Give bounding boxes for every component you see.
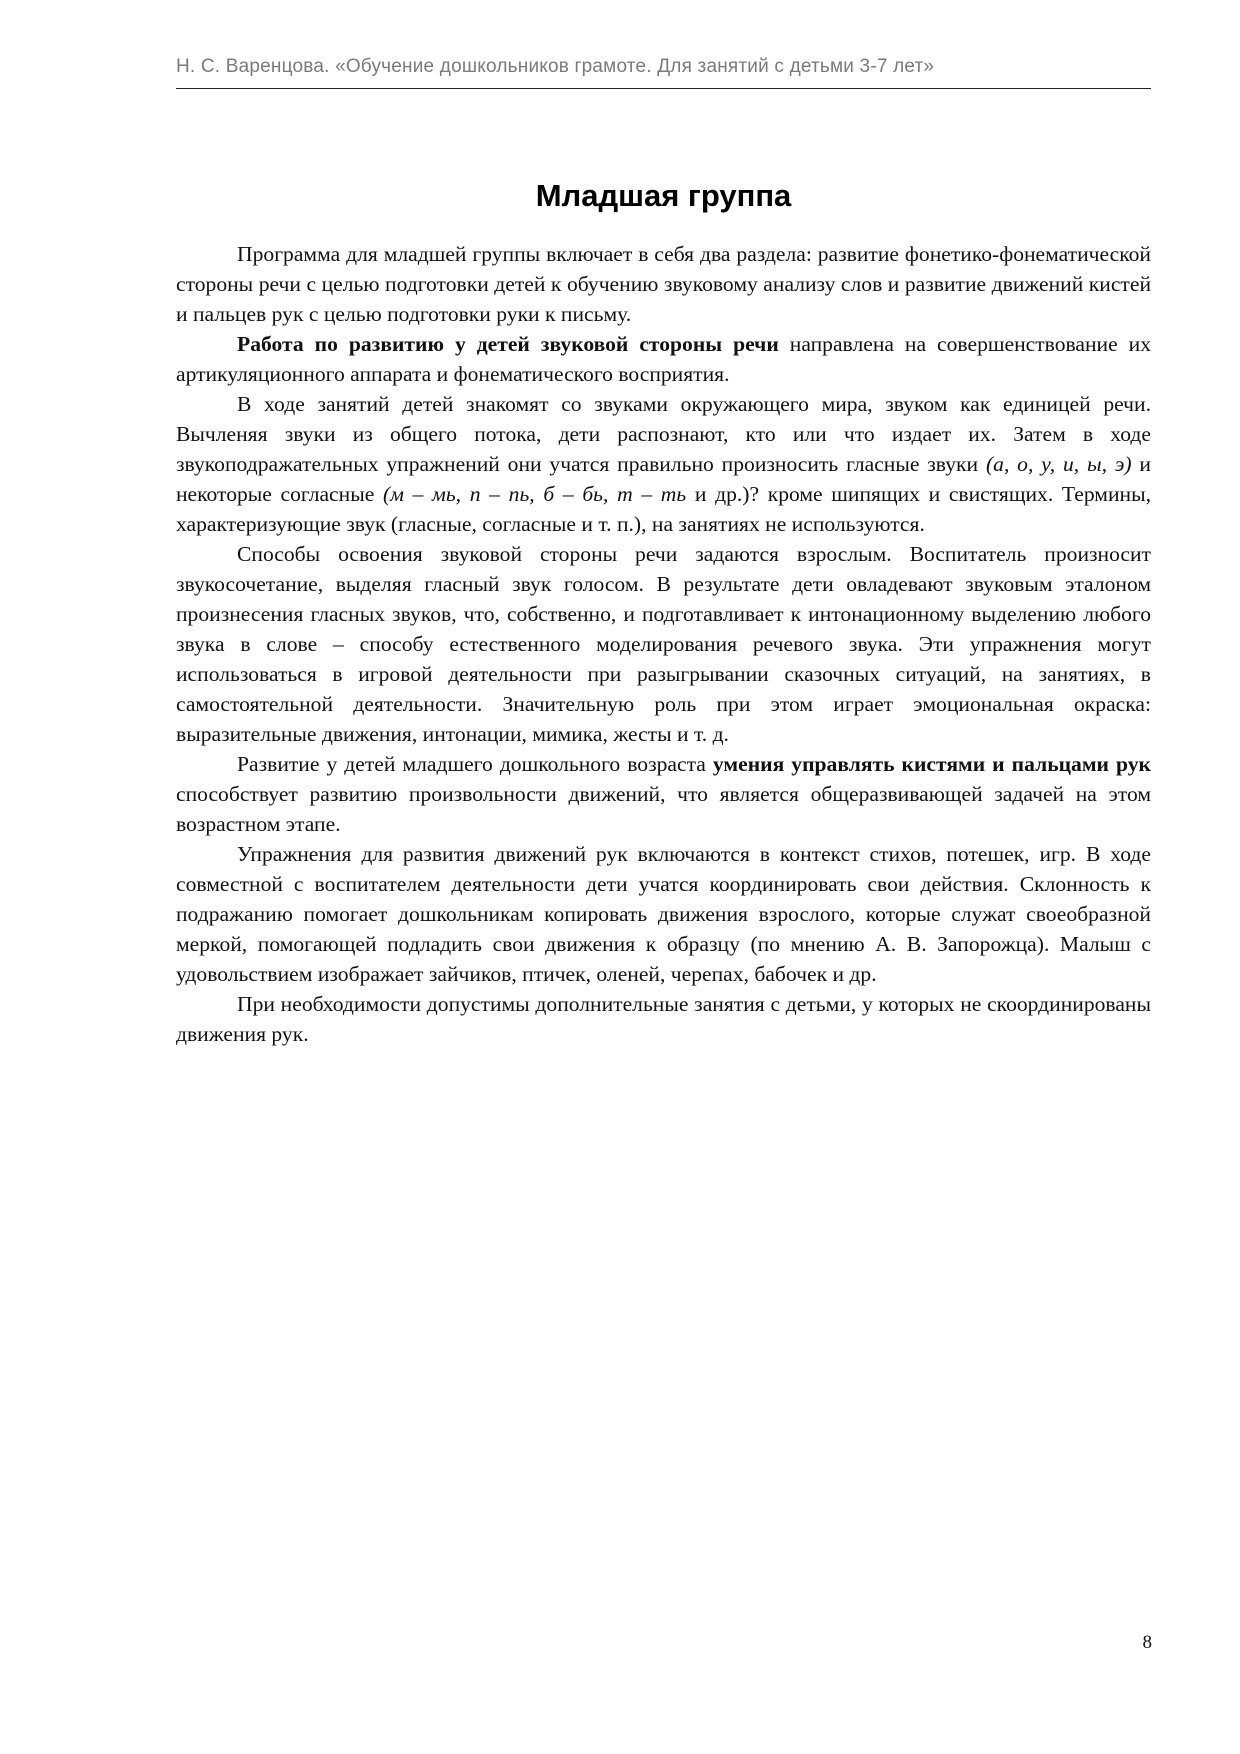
bold-phrase: Работа по развитию у детей звуковой стороны речи: [237, 332, 779, 356]
paragraph-1: Программа для младшей группы включает в себя два раздела: развитие фонетико-фонематической стороны речи с целью подготовки детей к обучению звуковому анализу слов и развитие движений кистей и пальцев рук с целью подготовки руки к письму.: [176, 242, 1151, 326]
body-text: [176, 239, 1151, 1049]
paragraph-5: Развитие у детей младшего дошкольного возраста умения управлять кистями и пальцами рук способствует развитию произвольности движений, что является общеразвивающей задачей на этом возрастном этапе.: [176, 752, 1151, 836]
header-divider: [176, 88, 1151, 89]
page-title: Младшая группа: [535, 178, 792, 213]
consonants-list: (м – мь, п – пь, б – бь, т – ть: [382, 482, 687, 506]
paragraph-3: В ходе занятий детей знакомят со звуками окружающего мира, звуком как единицей речи. Вычленяя звуки из общего потока, дети распознают, кто или что издает их. Затем в ходе звукоподражательных упражнений они учатся правильно произносить гласные звуки (а, о, у, и, ы, э) и некоторые согласные (м – мь, п – пь, б – бь, т – ть и др.)? кроме шипящих и свистящих. Термины, характеризующие звук (гласные, согласные и т. п.), на занятиях не используются.: [176, 392, 1151, 536]
paragraph-4: Способы освоения звуковой стороны речи задаются взрослым. Воспитатель произносит звукосочетание, выделяя гласный звук голосом. В результате дети овладевают звуковым эталоном произнесения гласных звуков, что, собственно, и подготавливает к интонационному выделению любого звука в слове – способу естественного моделирования речевого звука. Эти упражнения могут использоваться в игровой деятельности при разыгрывании сказочных ситуаций, на занятиях, в самостоятельной деятельности. Значительную роль при этом играет эмоциональная окраска: выразительные движения, интонации, мимика, жесты и т. д.: [176, 542, 1151, 746]
running-header: Н. С. Варенцова. «Обучение дошкольников грамоте. Для занятий с детьми 3-7 лет»: [176, 56, 935, 77]
paragraph-2: Работа по развитию у детей звуковой стороны речи направлена на совершенствование их артикуляционного аппарата и фонематического восприятия.: [176, 332, 1152, 386]
vowels-list: (а, о, у, и, ы, э): [985, 452, 1132, 476]
bold-phrase: умения управлять кистями и пальцами рук: [712, 752, 1151, 776]
paragraph-7: При необходимости допустимы дополнительные занятия с детьми, у которых не скоординированы движения рук.: [176, 992, 1151, 1046]
paragraph-6: Упражнения для развития движений рук включаются в контекст стихов, потешек, игр. В ходе совместной с воспитателем деятельности дети учатся координировать свои действия. Склонность к подражанию помогает дошкольникам копировать движения взрослого, которые служат своеобразной меркой, помогающей подладить свои движения к образцу (по мнению А. В. Запорожца). Малыш с удовольствием изображает зайчиков, птичек, оленей, черепах, бабочек и др.: [176, 842, 1151, 986]
page-number: 8: [1142, 1632, 1152, 1653]
